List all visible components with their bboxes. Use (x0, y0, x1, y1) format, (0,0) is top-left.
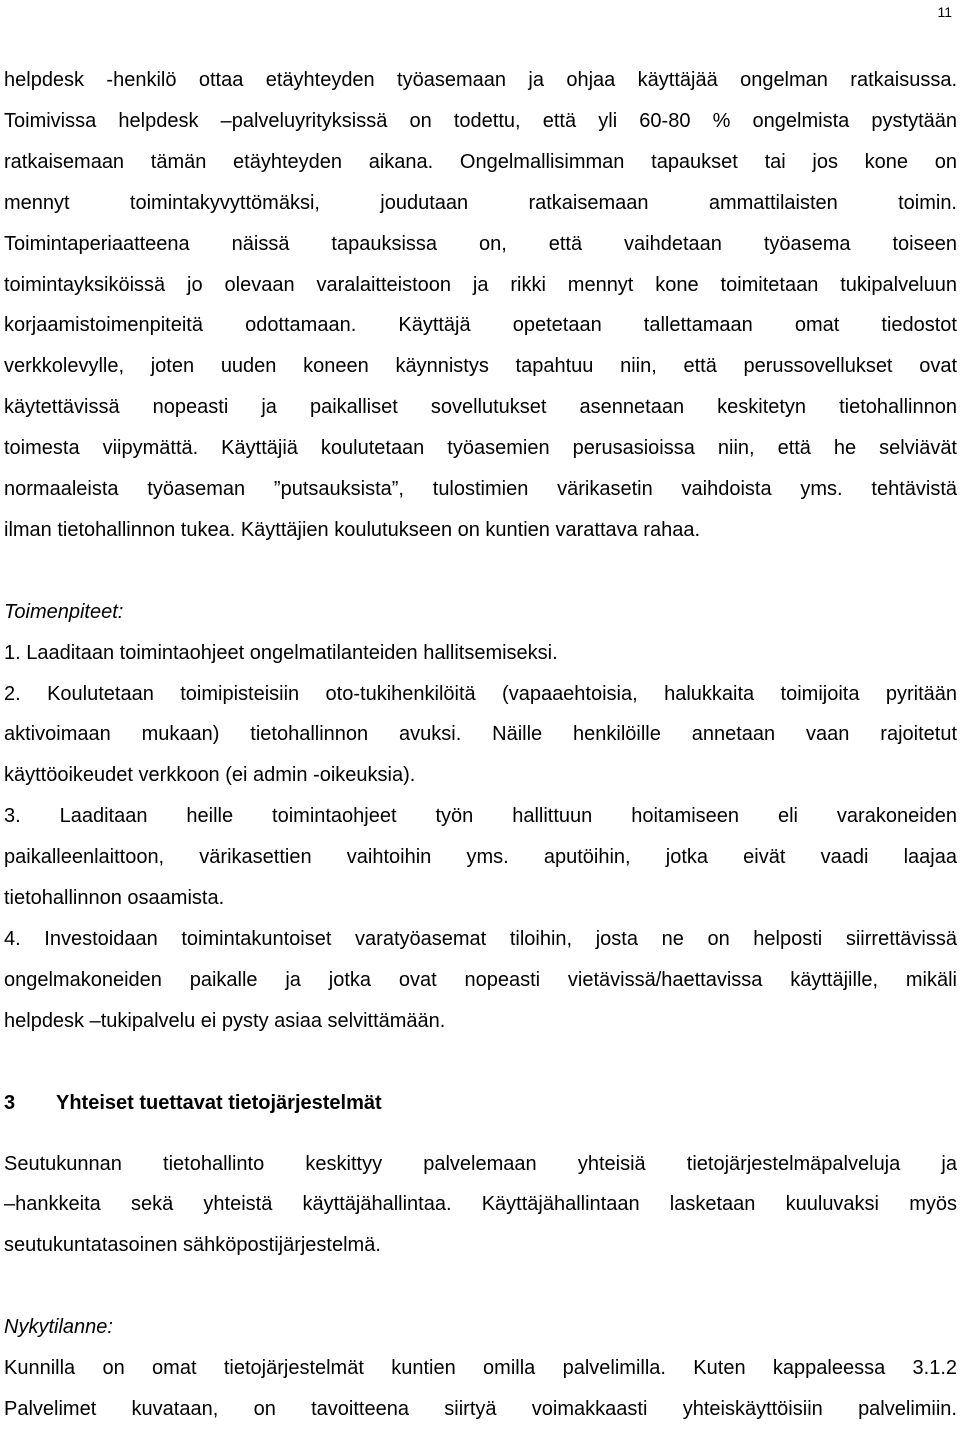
text-line: verkkolevylle, joten uuden koneen käynnistys tapahtuu niin, että perussovellukset ovat (4, 355, 957, 378)
text-line: 2. Koulutetaan toimipisteisiin oto-tukihenkilöitä (vapaaehtoisia, halukkaita toimijoita pyritään (4, 682, 957, 705)
text-line: toimesta viipymättä. Käyttäjiä koulutetaan työasemien perusasioissa niin, että he selviävät (4, 437, 957, 460)
list-item-2 (4, 674, 957, 797)
text-line: Kunnilla on omat tietojärjestelmät kuntien omilla palvelimilla. Kuten kappaleessa 3.1.2 (4, 1357, 957, 1380)
text-line: 1. Laaditaan toimintaohjeet ongelmatilanteiden hallitsemiseksi. (4, 641, 558, 664)
text-line: 4. Investoidaan toimintakuntoiset varatyöasemat tiloihin, josta ne on helposti siirrettävissä (4, 928, 957, 951)
text-line: ongelmakoneiden paikalle ja jotka ovat nopeasti vietävissä/haettavissa käyttäjille, mikäli (4, 968, 957, 991)
section-title: Yhteiset tuettavat tietojärjestelmät (56, 1091, 382, 1114)
nykytilanne-heading: Nykytilanne: (4, 1316, 113, 1339)
text-line: mennyt toimintakyvyttömäksi, joudutaan ratkaisemaan ammattilaisten toimin. (4, 191, 957, 214)
text-line: normaaleista työaseman ”putsauksista”, tulostimien värikasetin vaihdoista yms. tehtävistä (4, 478, 957, 501)
text-line: Toimivissa helpdesk –palveluyrityksissä on todettu, että yli 60-80 % ongelmista pystytään (4, 109, 957, 132)
text-line: 3. Laaditaan heille toimintaohjeet työn hallittuun hoitamiseen eli varakoneiden (4, 805, 957, 828)
paragraph-tietohallinto (4, 1144, 957, 1267)
list-item-3 (4, 796, 957, 919)
paragraph-gap (4, 551, 957, 592)
text-line: paikalleenlaittoon, värikasettien vaihtoihin yms. aputöihin, jotka eivät vaadi laajaa (4, 846, 957, 869)
text-line: Toimintaperiaatteena näissä tapauksissa on, että vaihdetaan työasema toiseen (4, 232, 957, 255)
paragraph-helpdesk (4, 60, 957, 551)
text-line: ilman tietohallinnon tukea. Käyttäjien koulutukseen on kuntien varattava rahaa. (4, 518, 701, 541)
text-line: korjaamistoimenpiteitä odottamaan. Käyttäjä opetetaan tallettamaan omat tiedostot (4, 314, 957, 337)
text-line: seutukuntatasoinen sähköpostijärjestelmä. (4, 1234, 381, 1257)
text-line: toimintayksiköissä jo olevaan varalaitteistoon ja rikki mennyt kone toimitetaan tukipalveluun (4, 273, 957, 296)
text-line: aktivoimaan mukaan) tietohallinnon avuksi. Näille henkilöille annetaan vaan rajoitetut (4, 723, 957, 746)
paragraph-gap (4, 1124, 957, 1144)
toimenpiteet-heading: Toimenpiteet: (4, 600, 124, 623)
section-heading (4, 1083, 957, 1124)
text-line: helpdesk –tukipalvelu ei pysty asiaa selvittämään. (4, 1009, 446, 1032)
text-line: käyttöoikeudet verkkoon (ei admin -oikeuksia). (4, 764, 416, 787)
text-line: helpdesk -henkilö ottaa etäyhteyden työasemaan ja ohjaa käyttäjää ongelman ratkaisussa. (4, 69, 957, 91)
text-line: Palvelimet kuvataan, on tavoitteena siirtyä voimakkaasti yhteiskäyttöisiin palvelimiin. (4, 1397, 957, 1420)
list-item-4 (4, 919, 957, 1042)
list-item-1 (4, 633, 957, 674)
text-line: tietohallinnon osaamista. (4, 887, 225, 910)
text-line: Seutukunnan tietohallinto keskittyy palvelemaan yhteisiä tietojärjestelmäpalveluja ja (4, 1152, 957, 1175)
text-line: ratkaisemaan tämän etäyhteyden aikana. Ongelmallisimman tapaukset tai jos kone on (4, 150, 957, 173)
text-line: –hankkeita sekä yhteistä käyttäjähallintaa. Käyttäjähallintaan lasketaan kuuluvaksi myös (4, 1193, 957, 1216)
text-line: käytettävissä nopeasti ja paikalliset sovellutukset asennetaan keskitetyn tietohallinnon (4, 396, 957, 419)
paragraph-gap (4, 1266, 957, 1307)
document-body (4, 60, 957, 1430)
paragraph-nykytilanne (4, 1348, 957, 1430)
section-number: 3 (4, 1091, 16, 1114)
paragraph-gap (4, 1042, 957, 1083)
page-number: 11 (937, 4, 952, 20)
